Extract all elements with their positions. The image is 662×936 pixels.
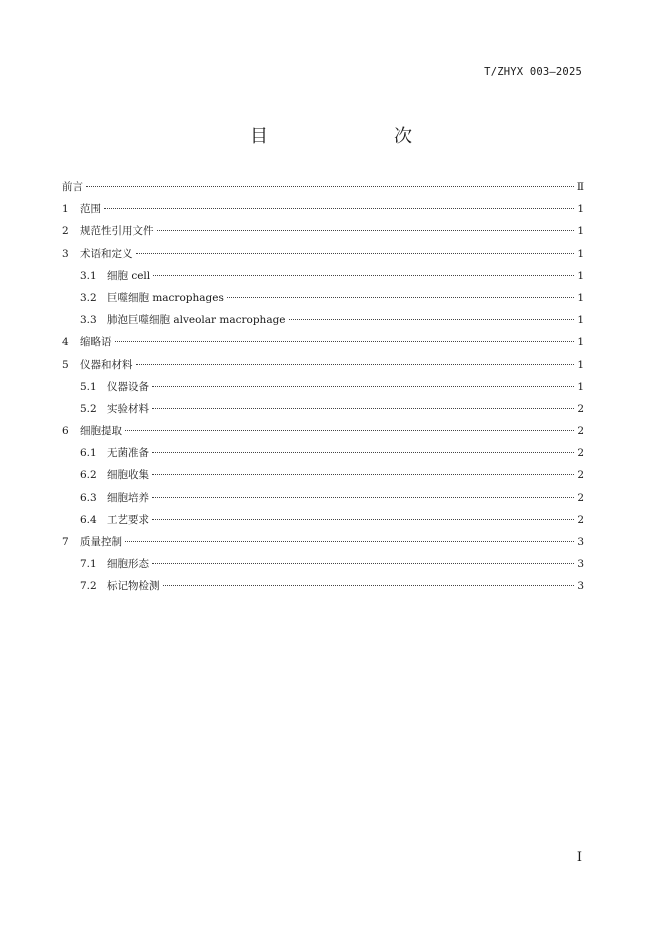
toc-leader-dots (125, 541, 574, 542)
toc-entry-page: Ⅱ (576, 181, 584, 193)
toc-entry-title: 范围 (80, 203, 101, 216)
toc-entry[interactable] (62, 531, 584, 553)
toc-entry-title: 肺泡巨噬细胞 alveolar macrophage (107, 314, 286, 327)
toc-entry-page: 2 (577, 491, 584, 504)
toc-entry-page: 1 (577, 247, 584, 260)
toc-leader-dots (136, 364, 575, 365)
toc-entry-page: 1 (577, 269, 584, 282)
toc-entry-number: 2 (62, 225, 69, 238)
toc-leader-dots (115, 341, 575, 342)
toc-entry[interactable] (62, 487, 584, 509)
toc-leader-dots (136, 253, 575, 254)
toc-entry-page: 1 (577, 380, 584, 393)
toc-entry-title: 工艺要求 (107, 513, 149, 526)
toc-entry[interactable] (62, 354, 584, 376)
toc-entry-number: 5 (62, 358, 69, 371)
toc-entry-title: 细胞提取 (80, 425, 122, 438)
toc-entry-title: 仪器设备 (107, 380, 149, 393)
toc-entry-number: 5.1 (80, 380, 97, 393)
toc-entry[interactable] (62, 575, 584, 597)
toc-entry-number: 3 (62, 247, 69, 260)
table-of-contents (62, 176, 584, 598)
toc-entry-number: 6.2 (80, 469, 97, 482)
toc-entry-page: 1 (577, 225, 584, 238)
toc-entry-page: 3 (577, 558, 584, 571)
toc-entry-title: 缩略语 (80, 336, 112, 349)
toc-entry-page: 2 (577, 402, 584, 415)
toc-leader-dots (157, 230, 575, 231)
toc-entry-number: 3.1 (80, 269, 97, 282)
toc-leader-dots (289, 319, 575, 320)
toc-leader-dots (153, 275, 574, 276)
toc-entry-title: 细胞收集 (107, 469, 149, 482)
toc-entry-title: 前言 (62, 181, 83, 193)
toc-entry[interactable] (62, 420, 584, 442)
toc-entry-title: 细胞形态 (107, 558, 149, 571)
toc-entry[interactable] (62, 309, 584, 331)
toc-entry[interactable] (62, 509, 584, 531)
toc-leader-dots (86, 186, 574, 187)
toc-entry-title: 实验材料 (107, 402, 149, 415)
toc-entry-title: 细胞培养 (107, 491, 149, 504)
toc-entry-number: 6.3 (80, 491, 97, 504)
toc-entry-title: 标记物检测 (107, 580, 160, 593)
toc-leader-dots (152, 408, 574, 409)
toc-entry-page: 1 (577, 203, 584, 216)
toc-entry[interactable] (62, 243, 584, 265)
toc-leader-dots (152, 474, 574, 475)
toc-entry[interactable] (62, 376, 584, 398)
toc-entry-page: 2 (577, 425, 584, 438)
toc-entry-number: 4 (62, 336, 69, 349)
toc-entry[interactable] (62, 176, 584, 198)
toc-leader-dots (125, 430, 574, 431)
toc-leader-dots (152, 386, 574, 387)
toc-entry[interactable] (62, 220, 584, 242)
toc-entry-title: 无菌准备 (107, 447, 149, 460)
toc-leader-dots (152, 519, 574, 520)
toc-entry-page: 1 (577, 358, 584, 371)
toc-entry[interactable] (62, 398, 584, 420)
toc-entry-number: 3.3 (80, 314, 97, 327)
toc-entry-page: 2 (577, 469, 584, 482)
toc-entry[interactable] (62, 265, 584, 287)
toc-leader-dots (104, 208, 574, 209)
toc-entry-title: 细胞 cell (107, 269, 151, 282)
document-code: T/ZHYX 003—2025 (484, 66, 582, 78)
toc-entry[interactable] (62, 331, 584, 353)
toc-entry-page: 1 (577, 291, 584, 304)
toc-entry-title: 术语和定义 (80, 247, 133, 260)
toc-entry-page: 3 (577, 536, 584, 548)
toc-entry-number: 7.1 (80, 558, 97, 571)
toc-leader-dots (152, 563, 574, 564)
toc-entry-page: 1 (577, 314, 584, 327)
toc-entry-number: 6 (62, 425, 69, 438)
toc-entry[interactable] (62, 442, 584, 464)
toc-entry-title: 巨噬细胞 macrophages (107, 291, 224, 304)
toc-leader-dots (227, 297, 574, 298)
toc-entry[interactable] (62, 198, 584, 220)
toc-entry-page: 2 (577, 447, 584, 460)
toc-entry[interactable] (62, 287, 584, 309)
toc-entry-number: 7.2 (80, 580, 97, 593)
toc-entry-page: 1 (577, 336, 584, 349)
toc-entry-number: 3.2 (80, 291, 97, 304)
toc-leader-dots (152, 497, 574, 498)
toc-entry-title: 仪器和材料 (80, 358, 133, 371)
toc-entry-page: 3 (577, 580, 584, 593)
page-number: Ⅰ (576, 850, 582, 865)
toc-entry-title: 规范性引用文件 (80, 225, 154, 238)
toc-entry-page: 2 (577, 513, 584, 526)
toc-entry[interactable] (62, 553, 584, 575)
page-title: 目 次 (250, 126, 442, 147)
toc-entry-number: 6.4 (80, 513, 97, 526)
toc-entry-number: 6.1 (80, 447, 97, 460)
toc-leader-dots (163, 585, 575, 586)
toc-entry[interactable] (62, 464, 584, 486)
toc-entry-number: 5.2 (80, 402, 97, 415)
toc-entry-number: 1 (62, 203, 69, 216)
toc-entry-title: 质量控制 (80, 536, 122, 548)
toc-leader-dots (152, 452, 574, 453)
toc-entry-number: 7 (62, 536, 69, 548)
